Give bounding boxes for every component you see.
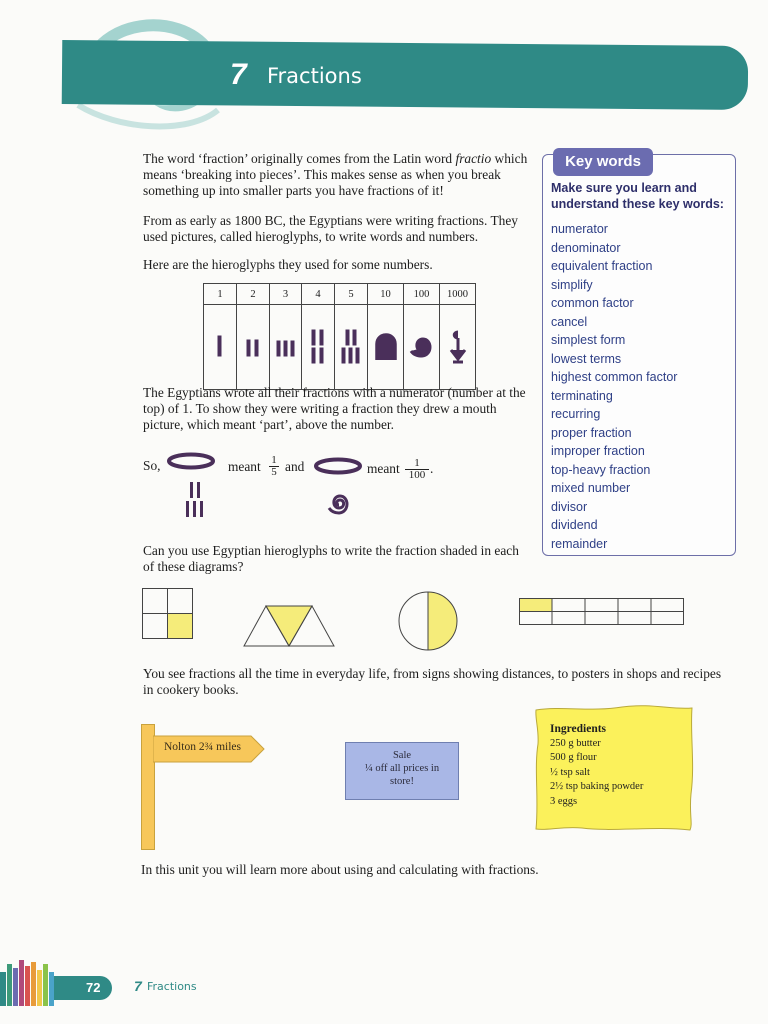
number-cell: 100 [404, 284, 440, 305]
number-cell: 4 [302, 284, 335, 305]
example-so: So, [143, 458, 161, 473]
heel-bone-glyph [369, 326, 403, 366]
coil-glyph-small [325, 490, 353, 518]
glyph-cell-1000 [440, 305, 476, 390]
key-word: simplest form [551, 333, 626, 347]
key-word: divisor [551, 499, 588, 514]
stroke-glyph-1 [205, 326, 235, 366]
everyday-paragraph: You see fractions all the time in everyday life, from signs showing distances, to posters in shops and recipes in cookery books. [143, 666, 722, 697]
glyph-cell-5 [335, 305, 368, 390]
key-word: top-heavy fraction [551, 462, 651, 477]
glyph-cell-1 [204, 305, 237, 390]
number-cell: 3 [270, 284, 302, 305]
number-cell: 10 [368, 284, 404, 305]
key-word: equivalent fraction [551, 259, 653, 273]
chapter-number: 7 [230, 58, 247, 91]
key-word: numerator [551, 222, 608, 236]
key-word: improper fraction [551, 444, 645, 458]
stroke-glyph-2 [238, 326, 268, 366]
sale-discount: ¼ off all prices in [364, 763, 440, 774]
recipe-card [550, 722, 643, 809]
chapter-title: Fractions [267, 64, 362, 88]
lotus-glyph [441, 326, 475, 366]
question-text: Can you use Egyptian hieroglyphs to write the fraction shaded in each of these diagrams? [143, 543, 519, 574]
recipe-item: 3 eggs [550, 795, 578, 807]
key-words-list [551, 222, 677, 555]
circle-diagram [397, 590, 459, 652]
fraction-numerator: 1 [269, 455, 279, 467]
footer-chapter-title: Fractions [147, 980, 197, 993]
fraction-denominator: 100 [408, 469, 426, 481]
meant-label-2: meant [367, 461, 400, 476]
square-diagram [142, 588, 194, 640]
mouth-glyph-2 [312, 455, 364, 477]
triangle-diagram [243, 604, 335, 648]
page-number: 72 [86, 980, 101, 995]
key-words-tab: Key words [553, 148, 653, 176]
five-glyph [180, 480, 210, 520]
footer-chapter-number: 7 [134, 978, 142, 994]
glyph-cell-3 [270, 305, 302, 390]
recipe-item: 2½ tsp baking powder [550, 781, 644, 792]
stroke-glyph-3 [271, 326, 301, 366]
meant-label-1: meant [228, 459, 261, 474]
signpost-text: Nolton 2¾ miles [164, 741, 241, 753]
key-word: cancel [551, 314, 588, 329]
hieroglyph-table [203, 283, 476, 390]
number-cell: 1 [204, 284, 237, 305]
example-period: . [430, 461, 434, 476]
chapter-banner [62, 40, 749, 110]
recipe-item: ½ tsp salt [550, 766, 590, 778]
glyph-cell-4 [302, 305, 335, 390]
closing-paragraph: In this unit you will learn more about using and calculating with fractions. [141, 862, 539, 877]
stroke-glyph-5 [336, 326, 366, 366]
recipe-title: Ingredients [550, 723, 607, 735]
key-word: common factor [551, 296, 634, 310]
sale-title: Sale [392, 750, 412, 761]
bar-diagram [519, 598, 685, 626]
recipe-item: 250 g butter [550, 737, 601, 749]
glyph-cell-2 [237, 305, 270, 390]
recipe-item: 500 g flour [550, 752, 597, 763]
mouth-paragraph: The Egyptians wrote all their fractions with a numerator (number at the top) of 1. To show they were writing a fraction they drew a mouth picture, which meant ‘part’, above the number. [143, 385, 526, 432]
fraction-one-hundredth [405, 458, 429, 481]
intro-text-a: The word ‘fraction’ originally comes from the Latin word [143, 151, 456, 166]
and-label: and [285, 459, 305, 474]
hieroglyph-intro: Here are the hieroglyphs they used for some numbers. [143, 257, 433, 272]
number-cell: 1000 [440, 284, 476, 305]
fraction-numerator: 1 [405, 458, 429, 470]
coil-glyph [405, 326, 439, 366]
key-word: mixed number [551, 481, 631, 495]
key-word: remainder [551, 536, 608, 551]
intro-paragraph [143, 151, 531, 199]
sale-store: store! [390, 776, 414, 787]
key-word: denominator [551, 240, 621, 255]
number-cell: 2 [237, 284, 270, 305]
fraction-one-fifth [269, 455, 279, 478]
number-cell: 5 [335, 284, 368, 305]
fraction-denominator: 5 [271, 466, 277, 478]
key-word: lowest terms [551, 351, 622, 366]
key-word: highest common factor [551, 370, 678, 384]
stroke-glyph-4 [303, 326, 333, 366]
glyph-row [204, 305, 476, 390]
intro-text-b: which means ‘breaking into pieces’. This makes sense as when you break something up into smaller parts you have fractions of it! [143, 151, 528, 198]
key-word: terminating [551, 388, 613, 403]
glyph-cell-10 [368, 305, 404, 390]
egyptian-paragraph: From as early as 1800 BC, the Egyptians were writing fractions. They used pictures, called hieroglyphs, to write words and numbers. [143, 213, 518, 244]
key-word: recurring [551, 407, 601, 421]
glyph-cell-100 [404, 305, 440, 390]
sale-poster [345, 742, 459, 800]
mouth-glyph-1 [165, 450, 217, 472]
key-words-intro: Make sure you learn and understand these key words: [551, 181, 724, 211]
latin-word: fractio [455, 151, 492, 166]
number-row [204, 284, 476, 305]
key-word: dividend [551, 518, 598, 532]
key-word: proper fraction [551, 425, 632, 440]
page-number-badge [54, 976, 112, 1000]
key-word: simplify [551, 277, 593, 292]
